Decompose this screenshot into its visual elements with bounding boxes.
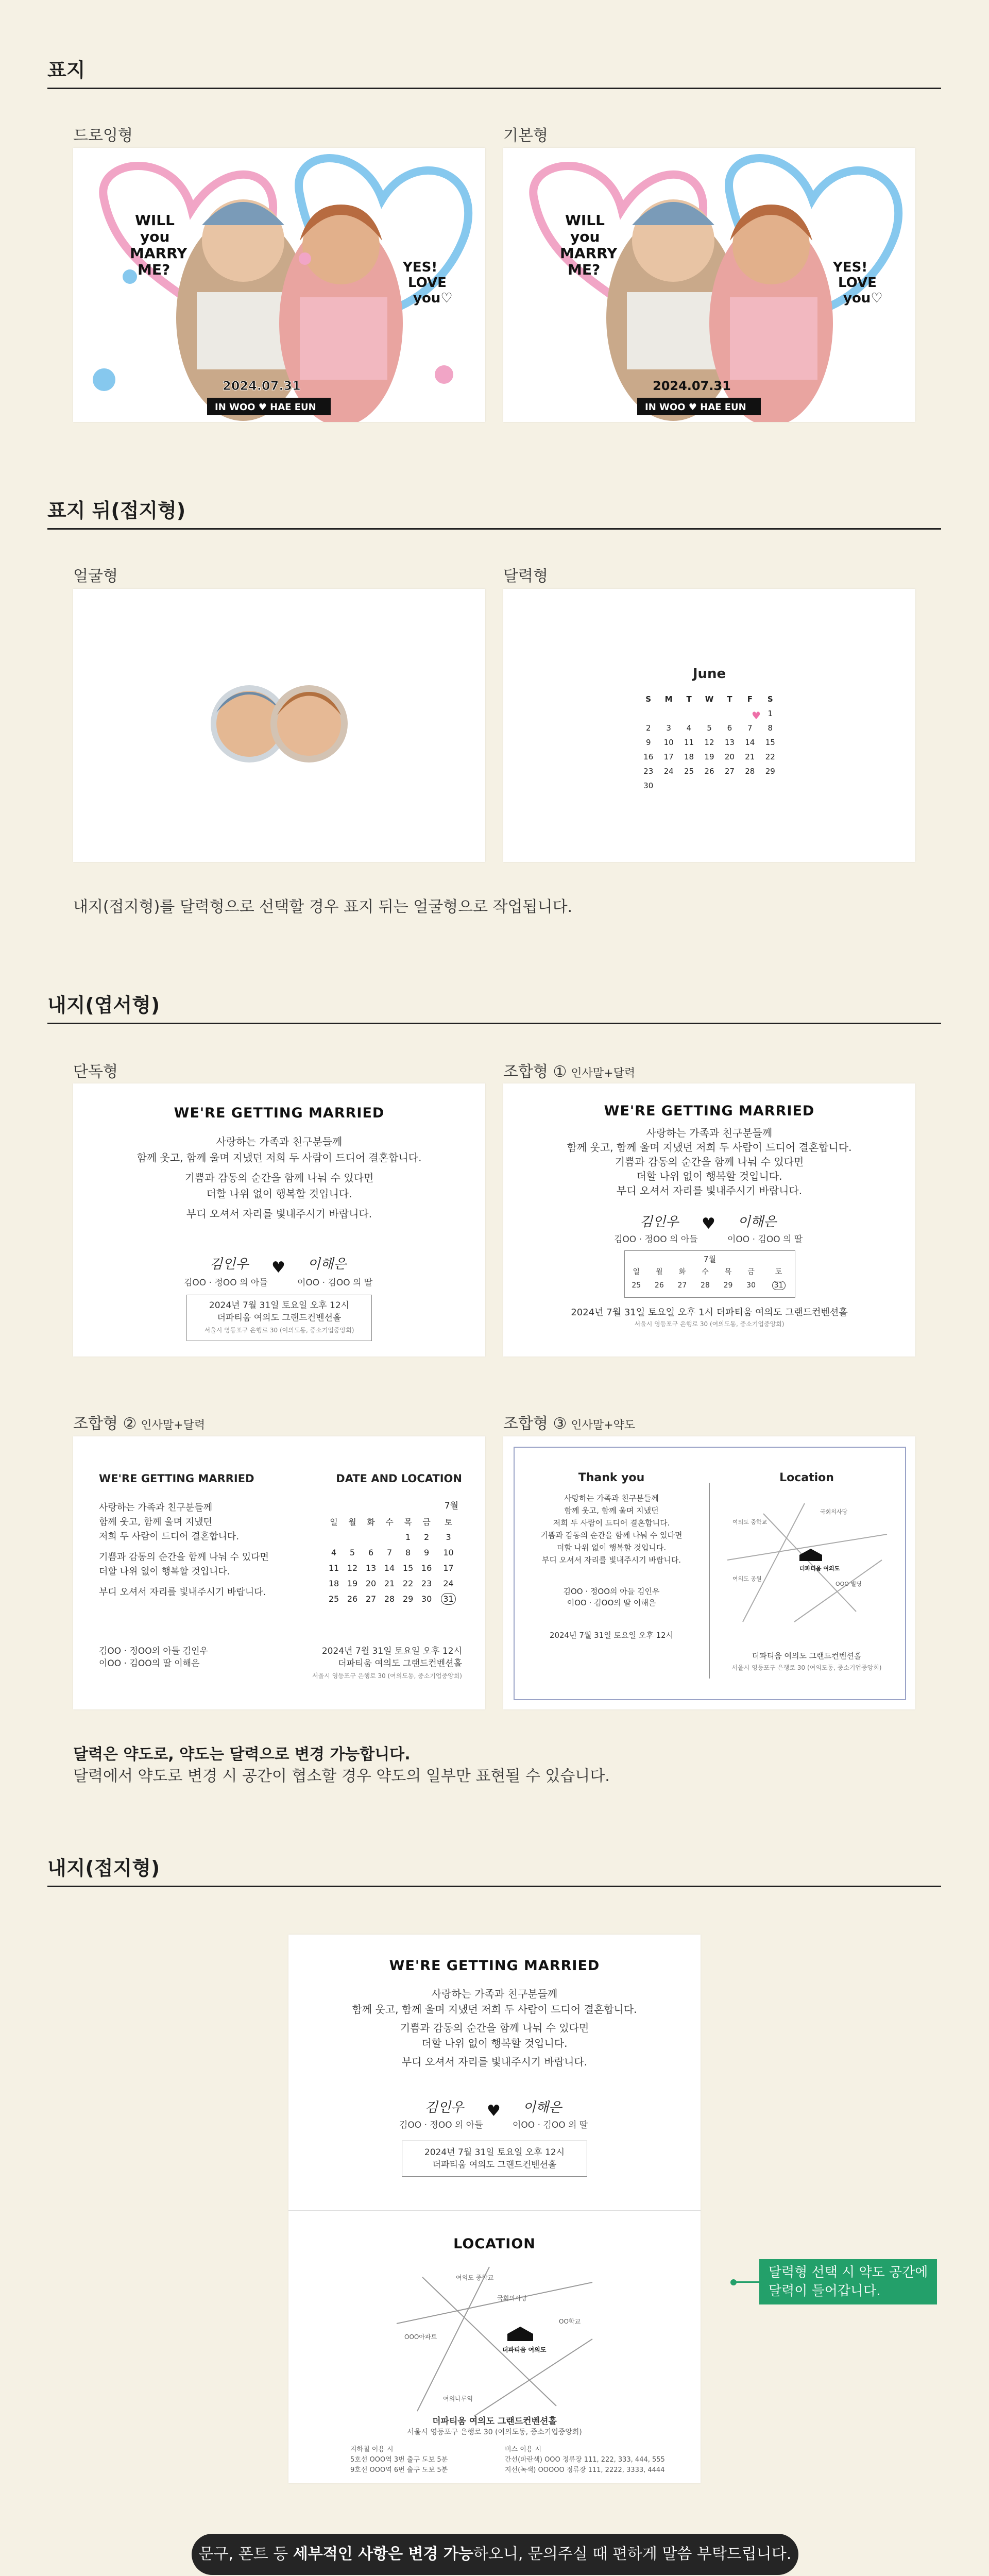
- invitation-title: WE'RE GETTING MARRIED: [389, 1958, 600, 1974]
- event-date: 2024년 7월 31일 토요일 오후 12시: [549, 1631, 674, 1640]
- event-box: 2024년 7월 31일 토요일 오후 12시 더파티움 여의도 그랜드컨벤션홀: [402, 2141, 587, 2177]
- parents-combo: 김OO · 정OO의 아들 김인우 이OO · 김OO의 딸 이해은: [563, 1587, 660, 1607]
- heart-icon: ♥: [487, 2102, 501, 2120]
- bride-parents: 이OO · 김OO 의 딸: [513, 2120, 588, 2130]
- folded-card[interactable]: [288, 1935, 701, 2483]
- groom-signature: 김인우: [425, 2100, 464, 2115]
- fold-line: [288, 2210, 701, 2211]
- mini-week-calendar: 7월 일 월 화 수 목 금 토 25 26 27 28 29 30 31: [624, 1250, 795, 1298]
- location-title: LOCATION: [453, 2236, 536, 2252]
- postcard-combo3[interactable]: [503, 1436, 915, 1709]
- heart-icon: ♥: [271, 1259, 285, 1277]
- event-box: 2024년 7월 31일 토요일 오후 12시 더파티움 여의도 그랜드컨벤션홀 서울시 영등포구 은행로 30 (여의도동, 중소기업중앙회): [186, 1295, 372, 1341]
- location-map: [722, 1493, 892, 1627]
- label-calendar: 달력형: [503, 567, 548, 585]
- groom-parents: 김OO · 정OO 의 아들: [614, 1234, 698, 1245]
- bus-info: 버스 이용 시 간선(파란색) OOO 정류장 111, 222, 333, 444, 555 지선(녹색) OOOOO 정류장 111, 2222, 3333, 4444: [505, 2446, 665, 2474]
- svg-text:IN WOO ♥ HAE EUN: IN WOO ♥ HAE EUN: [215, 402, 316, 413]
- folded-callout: 달력형 선택 시 약도 공간에 달력이 들어갑니다.: [759, 2259, 937, 2304]
- svg-text:여의도 중학교: 여의도 중학교: [456, 2274, 494, 2281]
- groom-signature: 김인우: [210, 1257, 249, 1272]
- svg-text:you♡: you♡: [413, 291, 453, 306]
- section-title-postcard: 내지(엽서형): [47, 994, 160, 1016]
- postcard-note-2: 달력에서 약도로 변경 시 공간이 협소할 경우 약도의 일부만 표현될 수 있습니다.: [73, 1767, 610, 1785]
- bride-parents: 이OO · 김OO 의 딸: [727, 1234, 803, 1245]
- section-divider: [47, 1023, 941, 1024]
- subway-info: 지하철 이용 시 5호선 OOO역 3번 출구 도보 5분 9호선 OOO역 6번 출구 도보 5분: [350, 2446, 448, 2474]
- cover-image-drawing[interactable]: [73, 148, 485, 422]
- venue-address: 서울시 영등포구 은행로 30 (여의도동, 중소기업중앙회): [407, 2428, 582, 2436]
- label-combo2: 조합형 ② 인사말+달력: [73, 1415, 206, 1433]
- bride-signature: 이해은: [308, 1257, 347, 1272]
- folded-notice-pill: 문구, 폰트 등 세부적인 사항은 변경 가능하오니, 문의주실 때 편하게 말씀 부탁드립니다.: [192, 2534, 798, 2575]
- cover-illustration: [503, 148, 915, 422]
- greeting: 사랑하는 가족과 친구분들께 함께 웃고, 함께 울며 지냈던 저희 두 사람이 드디어 결혼합니다. 기쁨과 감동의 순간을 함께 나눠 수 있다면 더할 나위 없이 행복할 것입니다. 부디 오셔서 자리를 빛내주시기 바랍니다.: [352, 1988, 637, 2068]
- section-divider: [47, 88, 941, 89]
- face-photos: [73, 589, 485, 862]
- event-oneline: 2024년 7월 31일 토요일 오후 1시 더파티움 여의도 그랜드컨벤션홀: [571, 1307, 848, 1318]
- svg-text:ME?: ME?: [138, 261, 170, 278]
- svg-text:LOVE: LOVE: [408, 275, 447, 291]
- groom-parents: 김OO · 정OO 의 아들: [184, 1278, 268, 1288]
- event-address: 서울시 영등포구 은행로 30 (여의도동, 중소기업중앙회): [634, 1320, 785, 1328]
- greeting: 사랑하는 가족과 친구분들께 함께 웃고, 함께 울며 지냈던 저희 두 사람이 드디어 결혼합니다. 기쁨과 감동의 순간을 함께 나눠 수 있다면 더할 나위 없이 행복할 것입니다. 부디 오셔서 자리를 빛내주시기 바랍니다.: [540, 1494, 683, 1565]
- date-location-title: DATE AND LOCATION: [336, 1472, 462, 1485]
- svg-text:국회의사당: 국회의사당: [820, 1509, 848, 1515]
- will-you-text: WILL: [135, 212, 175, 229]
- greeting: 사랑하는 가족과 친구분들께 함께 웃고, 함께 울며 지냈던 저희 두 사람이 드디어 결혼합니다. 기쁨과 감동의 순간을 함께 나눠 수 있다면 더할 나위 없이 행복할 것입니다. 부디 오셔서 자리를 빛내주시기 바랍니다.: [137, 1136, 422, 1220]
- svg-text:YES!: YES!: [403, 260, 438, 275]
- svg-text:더파티움 여의도: 더파티움 여의도: [502, 2346, 547, 2353]
- label-combo1: 조합형 ① 인사말+달력: [503, 1063, 636, 1081]
- svg-text:여의도 공원: 여의도 공원: [732, 1575, 762, 1582]
- label-drawing: 드로잉형: [73, 127, 133, 145]
- invitation-title: WE'RE GETTING MARRIED: [99, 1472, 254, 1485]
- cover-illustration: [73, 148, 485, 422]
- bride-signature: 이해은: [523, 2100, 562, 2115]
- svg-text:더파티움 여의도: 더파티움 여의도: [799, 1565, 840, 1572]
- label-combo3: 조합형 ③ 인사말+약도: [503, 1415, 636, 1433]
- location-title: Location: [779, 1471, 834, 1484]
- calendar-month: June: [692, 666, 726, 682]
- postcard-note-1: 달력은 약도로, 약도는 달력으로 변경 가능합니다.: [73, 1745, 411, 1764]
- divider: [709, 1483, 710, 1679]
- section-title-cover: 표지: [47, 59, 86, 81]
- postcard-combo2[interactable]: [73, 1436, 485, 1709]
- svg-text:MARRY: MARRY: [560, 245, 618, 262]
- greeting: 사랑하는 가족과 친구분들께 함께 웃고, 함께 울며 지냈던 저희 두 사람이 드디어 결혼합니다. 기쁨과 감동의 순간을 함께 나눠 수 있다면 더할 나위 없이 행복할 것입니다. 부디 오셔서 자리를 빛내주시기 바랍니다.: [567, 1127, 852, 1197]
- cover-back-face-card[interactable]: [73, 589, 485, 862]
- location-map: [386, 2262, 603, 2416]
- venue: 더파티움 여의도 그랜드컨벤션홀: [752, 1651, 862, 1660]
- cover-back-note: 내지(접지형)를 달력형으로 선택할 경우 표지 뒤는 얼굴형으로 작업됩니다.: [73, 898, 573, 916]
- svg-text:2024.07.31: 2024.07.31: [223, 379, 301, 393]
- section-title-folded: 내지(접지형): [47, 1857, 160, 1879]
- label-basic: 기본형: [503, 127, 548, 145]
- calendar-july: 일 월 화 수 목 금 토 1 2 3 4 5 6 7 8 9 10 11 12 13 14 15 16 17 18 19 20 21 22 23 24 25 26 27 28 29 30 31: [325, 1514, 461, 1606]
- parents-combo: 김OO · 정OO의 아들 김인우 이OO · 김OO의 딸 이해은: [99, 1646, 208, 1669]
- heart-icon: ♥: [752, 709, 761, 722]
- svg-text:OO학교: OO학교: [559, 2318, 581, 2325]
- postcard-single[interactable]: [73, 1083, 485, 1357]
- section-divider: [47, 528, 941, 530]
- venue: 더파티움 여의도 그랜드컨벤션홀: [432, 2416, 557, 2427]
- postcard-combo1[interactable]: [503, 1083, 915, 1357]
- svg-text:OOO 빌딩: OOO 빌딩: [835, 1581, 862, 1587]
- svg-text:국회의사당: 국회의사당: [497, 2295, 527, 2302]
- svg-text:2024.07.31: 2024.07.31: [653, 379, 731, 393]
- svg-text:you: you: [140, 228, 170, 245]
- mini-calendar: S M T W T F S 1 2 3 4 5 6 7 8 9 10 11 12 13 14 15 16 17 18 19 20 21 22 23 24 25 26 27 28 29 30: [643, 694, 775, 790]
- bride-parents: 이OO · 김OO 의 딸: [297, 1278, 373, 1288]
- section-divider: [47, 1886, 941, 1887]
- heart-icon: ♥: [702, 1215, 715, 1233]
- svg-text:여의도 중학교: 여의도 중학교: [732, 1519, 768, 1526]
- cover-image-basic[interactable]: [503, 148, 915, 422]
- invitation-title: WE'RE GETTING MARRIED: [604, 1103, 815, 1119]
- svg-text:you: you: [570, 228, 600, 245]
- section-title-cover-back: 표지 뒤(접지형): [47, 499, 186, 522]
- event-info: 2024년 7월 31일 토요일 오후 12시 더파티움 여의도 그랜드컨벤션홀 서울시 영등포구 은행로 30 (여의도동, 중소기업중앙회): [312, 1646, 462, 1680]
- label-single: 단독형: [73, 1063, 118, 1081]
- invitation-title: WE'RE GETTING MARRIED: [174, 1105, 385, 1121]
- svg-text:you♡: you♡: [843, 291, 883, 306]
- venue-address: 서울시 영등포구 은행로 30 (여의도동, 중소기업중앙회): [731, 1664, 882, 1671]
- svg-text:MARRY: MARRY: [130, 245, 187, 262]
- cover-back-calendar-card[interactable]: [503, 589, 915, 862]
- groom-parents: 김OO · 정OO 의 아들: [399, 2120, 483, 2130]
- greeting: 사랑하는 가족과 친구분들께 함께 웃고, 함께 울며 지냈던 저희 두 사람이 드디어 결혼합니다. 기쁨과 감동의 순간을 함께 나눠 수 있다면 더할 나위 없이 행복할 것입니다. 부디 오셔서 자리를 빛내주시기 바랍니다.: [99, 1502, 269, 1598]
- thank-you-title: Thank you: [578, 1471, 645, 1484]
- svg-text:WILL: WILL: [565, 212, 605, 229]
- svg-text:LOVE: LOVE: [838, 275, 877, 291]
- svg-text:ME?: ME?: [568, 261, 601, 278]
- bride-signature: 이해은: [738, 1214, 777, 1230]
- label-face: 얼굴형: [73, 567, 118, 585]
- callout-line: [734, 2281, 759, 2283]
- svg-text:OOO아파트: OOO아파트: [404, 2333, 437, 2341]
- svg-text:여의나루역: 여의나루역: [443, 2395, 473, 2402]
- svg-text:YES!: YES!: [833, 260, 868, 275]
- groom-signature: 김인우: [640, 1214, 679, 1230]
- svg-text:IN WOO ♥ HAE EUN: IN WOO ♥ HAE EUN: [645, 402, 746, 413]
- calendar-month: 7월: [444, 1501, 458, 1511]
